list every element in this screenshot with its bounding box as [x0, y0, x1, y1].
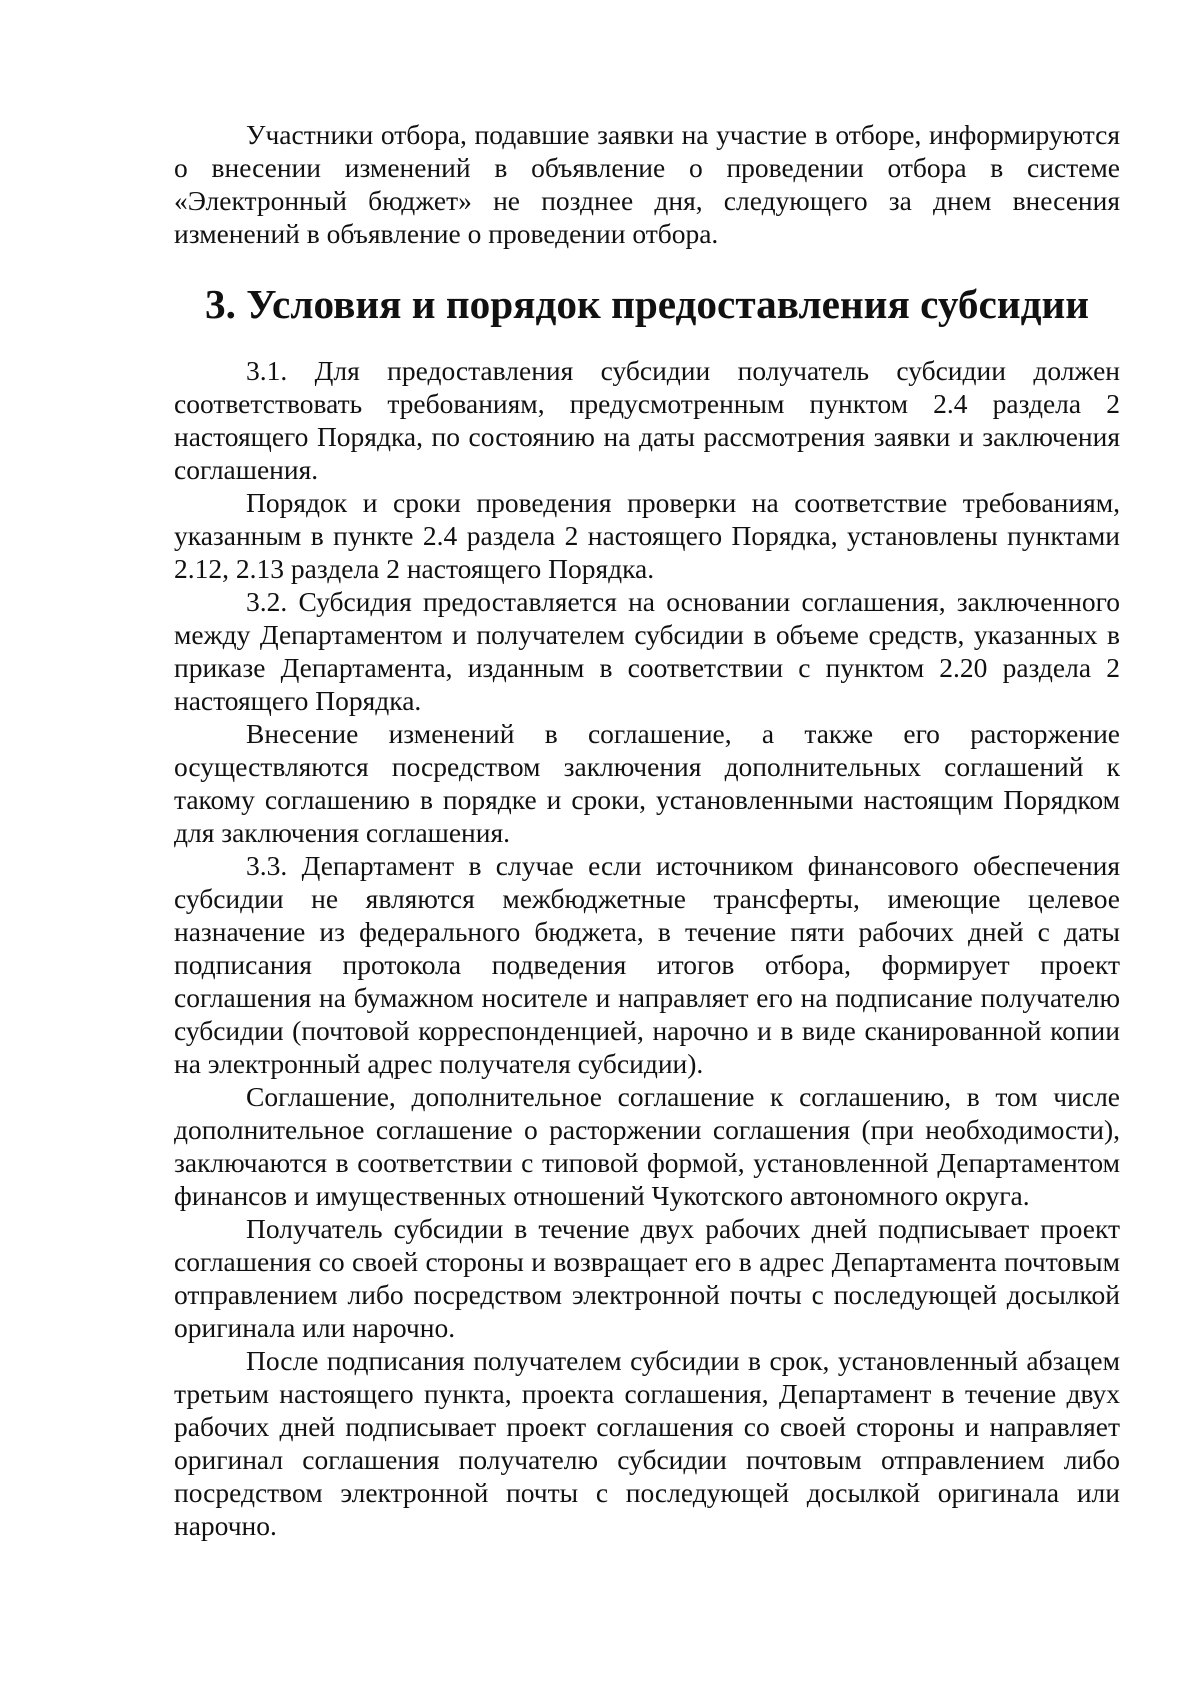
paragraph-agreement-changes: Внесение изменений в соглашение, а также его расторжение осуществляются посредством заключения дополнительных соглашений к такому соглашению в порядке и сроки, установленными настоящим Порядком для заключения соглашения.	[174, 718, 1120, 848]
document-body	[174, 118, 1120, 1542]
paragraph-3-1: 3.1. Для предоставления субсидии получатель субсидии должен соответствовать требованиям, предусмотренным пунктом 2.4 раздела 2 настоящего Порядка, по состоянию на даты рассмотрения заявки и заключения соглашения.	[174, 355, 1120, 485]
paragraph-recipient-signing: Получатель субсидии в течение двух рабочих дней подписывает проект соглашения со своей стороны и возвращает его в адрес Департамента почтовым отправлением либо посредством электронной почты с последующей досылкой оригинала или нарочно.	[174, 1213, 1120, 1343]
paragraph-3-3: 3.3. Департамент в случае если источником финансового обеспечения субсидии не являются межбюджетные трансферты, имеющие целевое назначение из федерального бюджета, в течение пяти рабочих дней с даты подписания протокола подведения итогов отбора, формирует проект соглашения на бумажном носителе и направляет его на подписание получателю субсидии (почтовой корреспонденцией, нарочно и в виде сканированной копии на электронный адрес получателя субсидии).	[174, 850, 1120, 1079]
paragraph-department-signing: После подписания получателем субсидии в срок, установленный абзацем третьим настоящего пункта, проекта соглашения, Департамент в течение двух рабочих дней подписывает проект соглашения со своей стороны и направляет оригинал соглашения получателю субсидии почтовым отправлением либо посредством электронной почты с последующей досылкой оригинала или нарочно.	[174, 1345, 1120, 1541]
paragraph-3-2: 3.2. Субсидия предоставляется на основании соглашения, заключенного между Департаментом и получателем субсидии в объеме средств, указанных в приказе Департамента, изданным в соответствии с пунктом 2.20 раздела 2 настоящего Порядка.	[174, 586, 1120, 716]
paragraph-verification-order: Порядок и сроки проведения проверки на соответствие требованиям, указанным в пункте 2.4 раздела 2 настоящего Порядка, установлены пунктами 2.12, 2.13 раздела 2 настоящего Порядка.	[174, 487, 1120, 584]
section-heading: 3. Условия и порядок предоставления субсидии	[204, 281, 1090, 327]
paragraph-standard-form: Соглашение, дополнительное соглашение к соглашению, в том числе дополнительное соглашение о расторжении соглашения (при необходимости), заключаются в соответствии с типовой формой, установленной Департаментом финансов и имущественных отношений Чукотского автономного округа.	[174, 1081, 1120, 1211]
intro-paragraph: Участники отбора, подавшие заявки на участие в отборе, информируются о внесении изменений в объявление о проведении отбора в системе «Электронный бюджет» не позднее дня, следующего за днем внесения изменений в объявление о проведении отбора.	[174, 119, 1120, 249]
